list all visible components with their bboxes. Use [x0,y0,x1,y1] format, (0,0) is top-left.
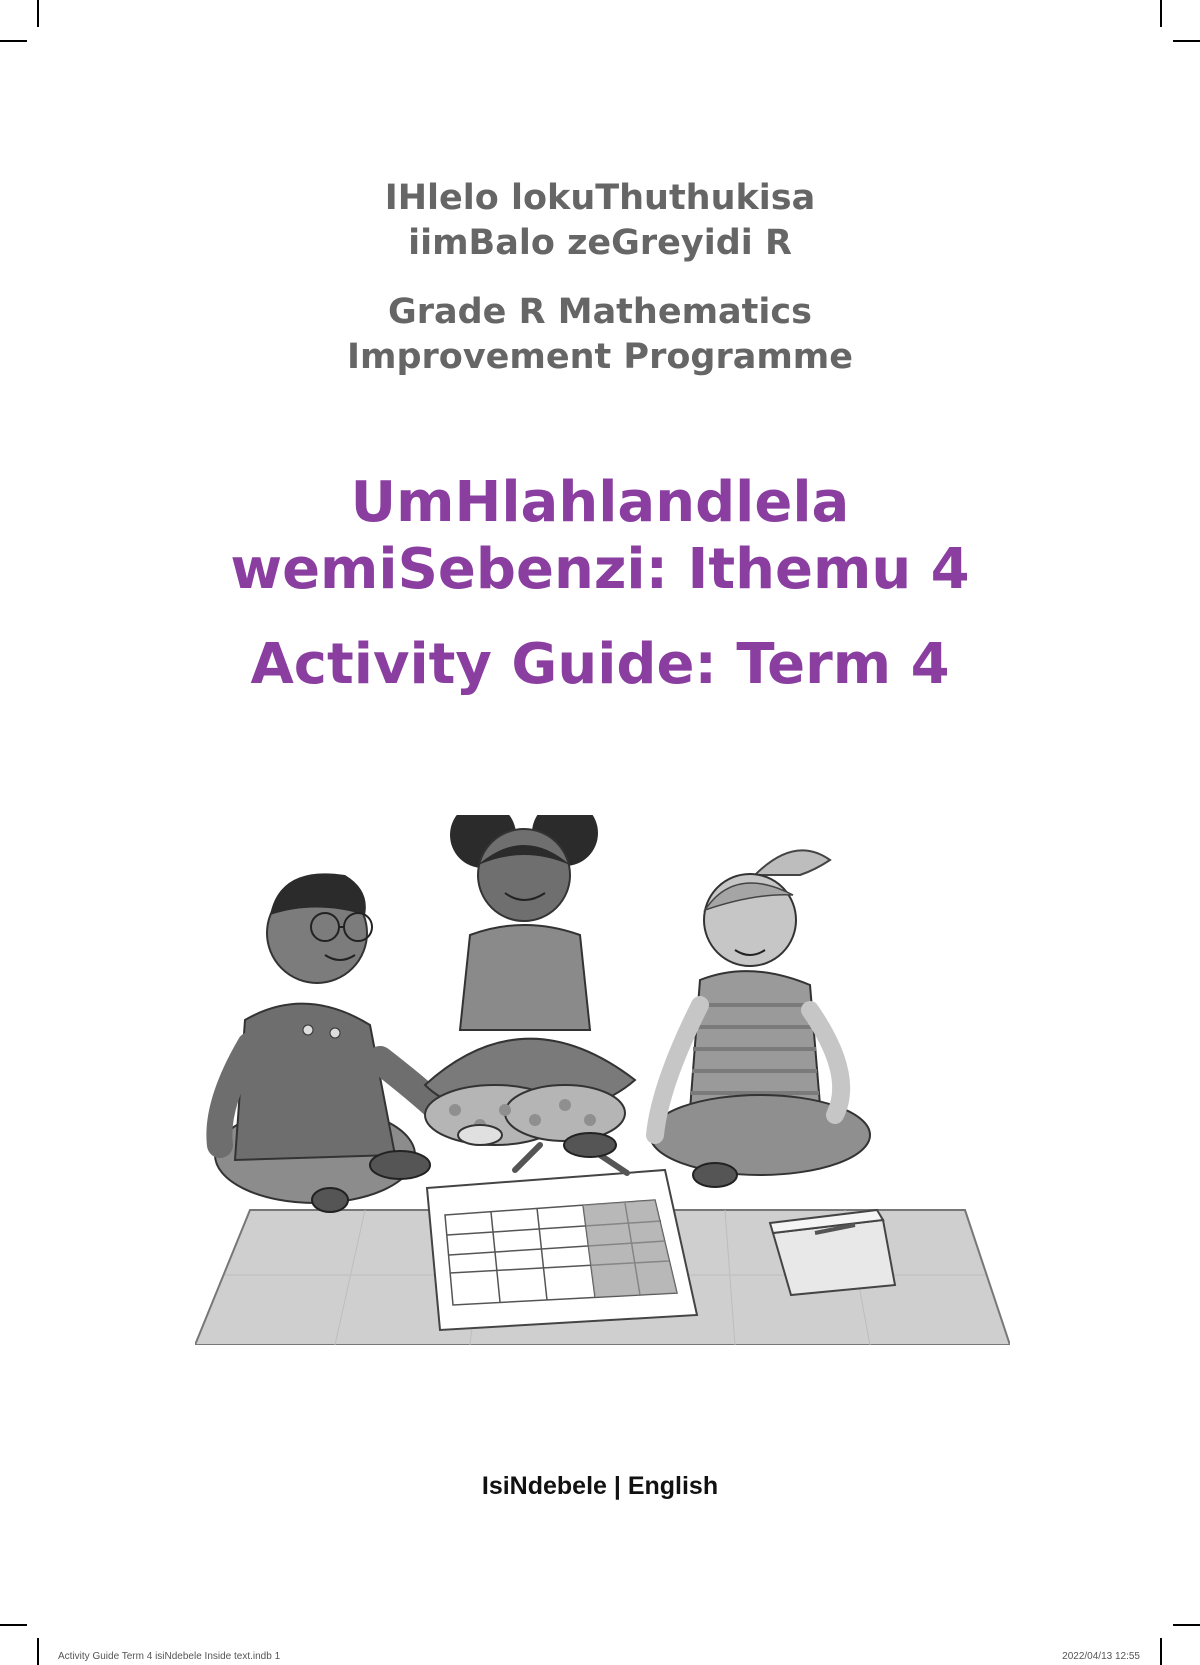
crop-mark [1173,40,1200,42]
guide-title-isindebele-2: wemiSebenzi: Ithemu 4 [230,537,970,602]
crop-mark [1160,1638,1162,1665]
languages-label: IsiNdebele | English [481,1472,719,1500]
programme-title-isindebele-2: iimBalo zeGreyidi R [408,223,792,263]
print-slug-timestamp: 2022/04/13 12:55 [1062,1651,1140,1662]
programme-title-english-2: Improvement Programme [346,337,853,377]
crop-mark [1173,1624,1200,1626]
crop-mark [1160,0,1162,27]
guide-title-english: Activity Guide: Term 4 [250,632,950,697]
crop-mark [0,1624,27,1626]
guide-title-isindebele-1: UmHlahlandlela [350,470,850,535]
crop-mark [37,0,39,27]
programme-title-isindebele-1: IHlelo lokuThuthukisa [384,178,816,218]
crop-mark [37,1638,39,1665]
crop-mark [0,40,27,42]
programme-title-english-1: Grade R Mathematics [388,292,812,332]
print-slug-file: Activity Guide Term 4 isiNdebele Inside text.indb 1 [58,1651,281,1662]
children-playing-on-mat-illustration [195,815,1010,1345]
